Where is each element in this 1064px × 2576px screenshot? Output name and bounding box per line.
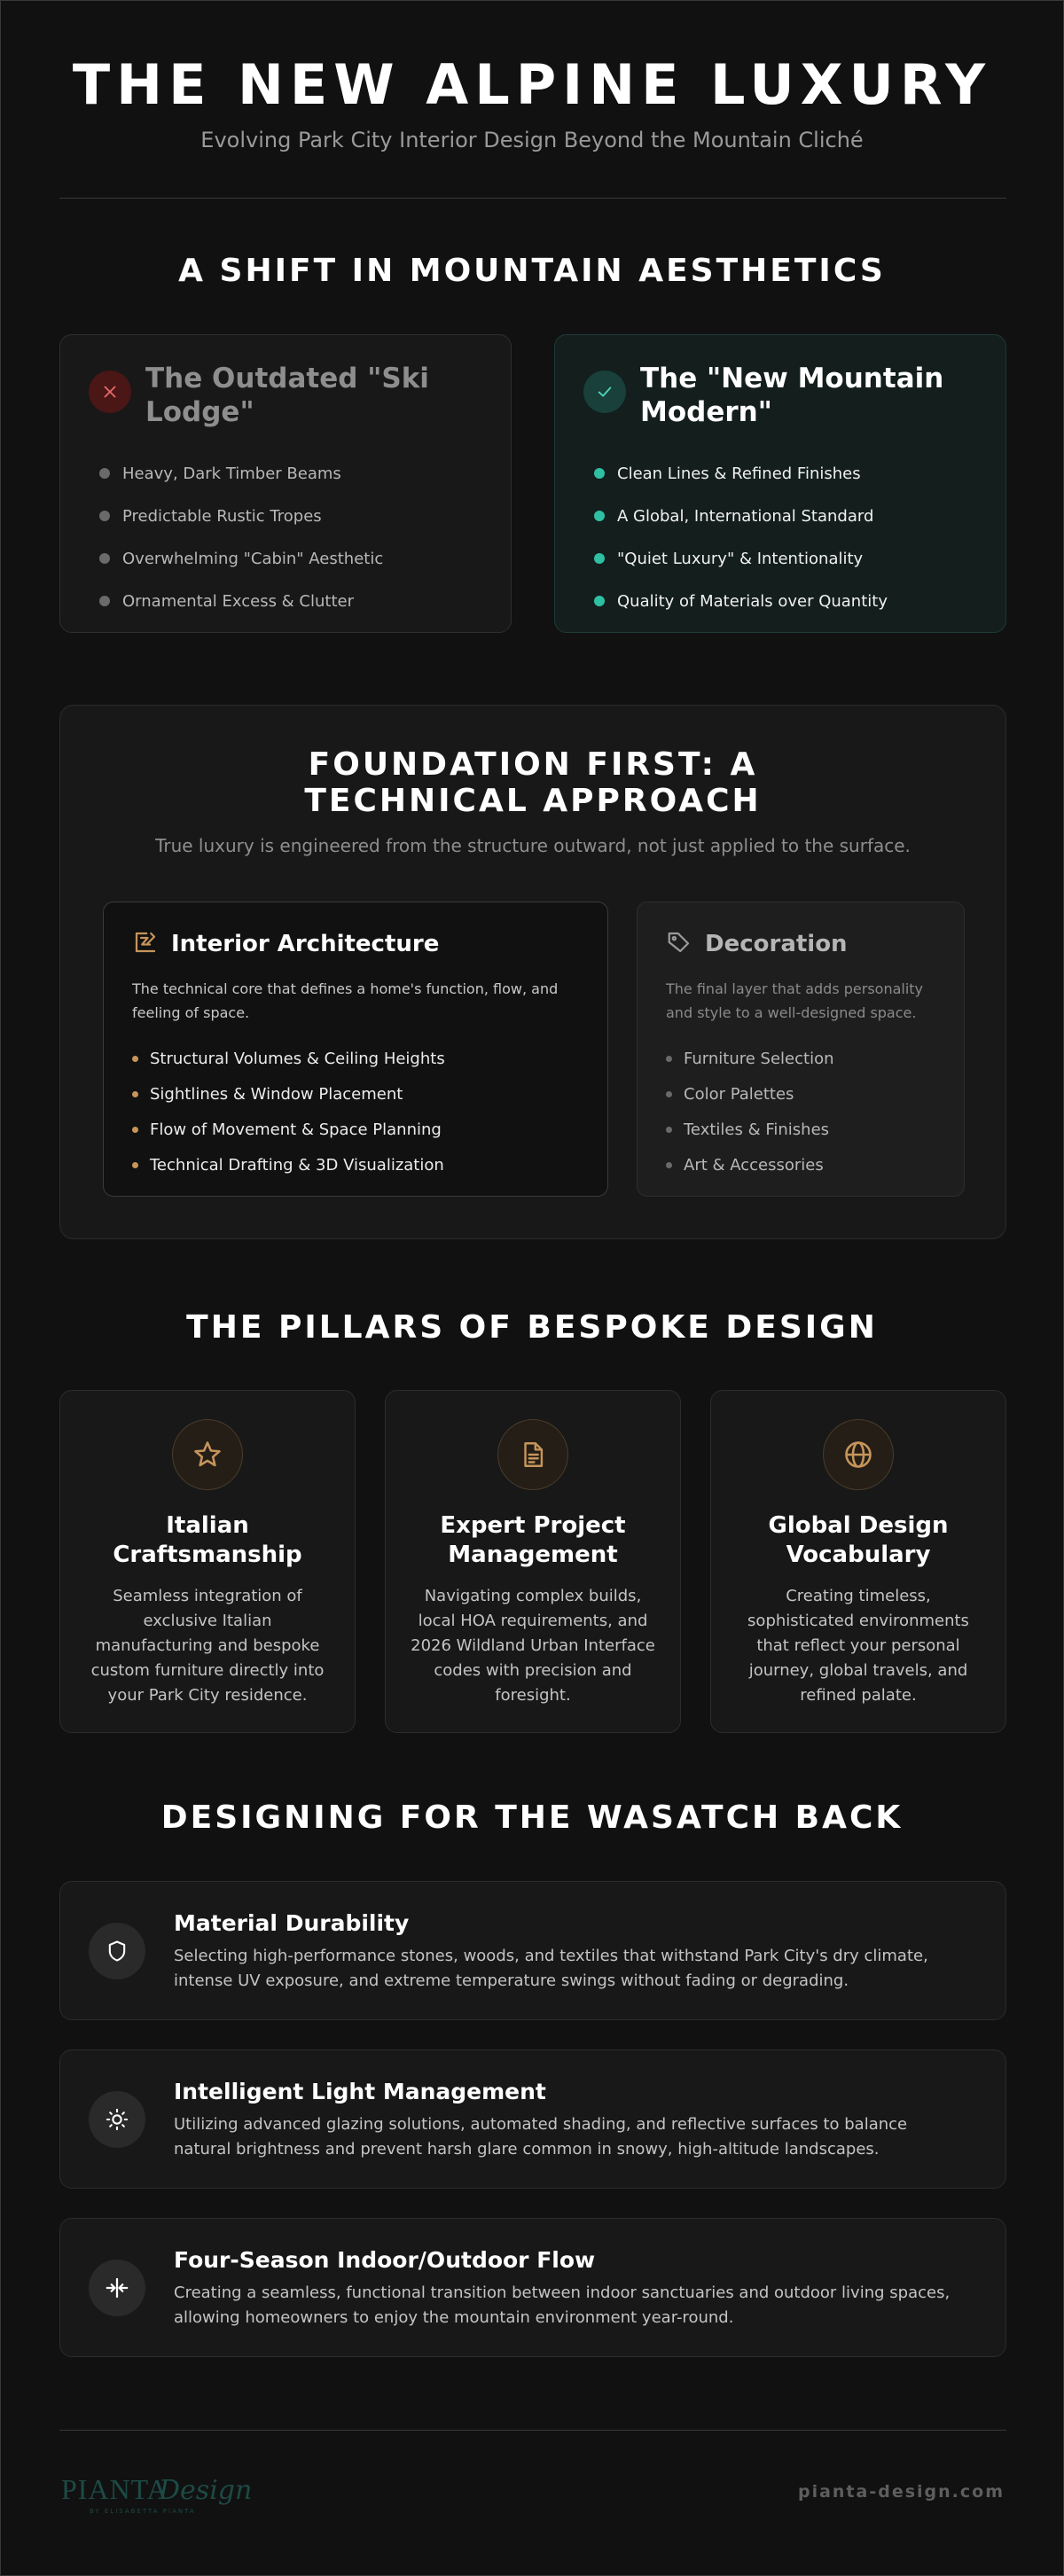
pillar-title: Italian Craftsmanship [113, 1512, 302, 1568]
old-style-title: The Outdated "Ski Lodge" [145, 363, 429, 428]
feature-description: Creating a seamless, functional transition between indoor sanctuaries and outdoor living spaces, allowing homeowners to enjoy the mountain environment year-round. [174, 2283, 951, 2327]
old-style-list [99, 452, 482, 622]
pillar-title: Expert Project Management [440, 1512, 626, 1568]
list-item: Clean Lines & Refined Finishes [594, 452, 977, 495]
header-divider [59, 198, 1006, 199]
check-icon [583, 371, 626, 413]
decoration-card [637, 902, 965, 1197]
interior-architecture-card [103, 902, 608, 1197]
list-item: Textiles & Finishes [666, 1112, 935, 1147]
pillar-description: Seamless integration of exclusive Italian manufacturing and bespoke custom furniture directly into your Park City residence. [90, 1587, 325, 1705]
pillar-card [710, 1390, 1006, 1733]
logo-main: PIANTA [61, 2473, 168, 2505]
feature-card [59, 2218, 1006, 2357]
list-item: A Global, International Standard [594, 495, 977, 537]
list-item: Color Palettes [666, 1076, 935, 1112]
star-icon [172, 1419, 243, 1490]
page-subtitle: Evolving Park City Interior Design Beyond the Mountain Cliché [200, 128, 864, 152]
feature-description: Utilizing advanced glazing solutions, automated shading, and reflective surfaces to balance natural brightness and prevent harsh glare common in snowy, high-altitude landscapes. [174, 2115, 908, 2158]
globe-icon [823, 1419, 894, 1490]
pillar-card [385, 1390, 681, 1733]
list-item: "Quiet Luxury" & Intentionality [594, 537, 977, 580]
architecture-description: The technical core that defines a home's function, flow, and feeling of space. [132, 980, 559, 1021]
foundation-title: FOUNDATION FIRST: A TECHNICAL APPROACH [304, 746, 762, 819]
architecture-list [132, 1041, 579, 1183]
list-item: Predictable Rustic Tropes [99, 495, 482, 537]
drafting-icon [132, 929, 159, 959]
feature-title: Intelligent Light Management [174, 2079, 546, 2104]
logo-script: Design [159, 2475, 253, 2506]
shield-icon [89, 1923, 145, 1979]
list-item: Sightlines & Window Placement [132, 1076, 579, 1112]
tag-icon [666, 929, 692, 959]
logo-tagline: BY ELISABETTA PIANTA [90, 2508, 196, 2515]
shift-section-title: A SHIFT IN MOUNTAIN AESTHETICS [178, 253, 886, 289]
document-icon [497, 1419, 568, 1490]
list-item: Art & Accessories [666, 1147, 935, 1183]
wasatch-section-title: DESIGNING FOR THE WASATCH BACK [160, 1799, 904, 1836]
old-style-card [59, 334, 512, 633]
decoration-title: Decoration [705, 931, 848, 957]
door-flow-icon [89, 2260, 145, 2316]
list-item: Technical Drafting & 3D Visualization [132, 1147, 579, 1183]
new-style-list [594, 452, 977, 622]
feature-card [59, 1881, 1006, 2020]
pianta-logo [59, 2465, 254, 2518]
feature-description: Selecting high-performance stones, woods, and textiles that withstand Park City's dry climate, intense UV exposure, and extreme temperature swings without fading or degrading. [174, 1947, 928, 1990]
foundation-panel [59, 705, 1006, 1239]
page-title: THE NEW ALPINE LUXURY [72, 52, 992, 117]
new-style-card [554, 334, 1006, 633]
footer-divider [59, 2430, 1006, 2431]
list-item: Quality of Materials over Quantity [594, 580, 977, 622]
pillar-card [59, 1390, 356, 1733]
list-item: Structural Volumes & Ceiling Heights [132, 1041, 579, 1076]
x-icon [89, 371, 131, 413]
foundation-subtitle: True luxury is engineered from the structure outward, not just applied to the surface. [155, 835, 911, 856]
pillar-title: Global Design Vocabulary [768, 1512, 949, 1568]
website-link[interactable]: pianta-design.com [797, 2482, 1005, 2502]
architecture-title: Interior Architecture [171, 931, 440, 957]
decoration-description: The final layer that adds personality and style to a well-designed space. [666, 980, 924, 1021]
list-item: Ornamental Excess & Clutter [99, 580, 482, 622]
feature-title: Material Durability [174, 1910, 410, 1936]
new-style-title: The "New Mountain Modern" [640, 363, 944, 428]
decoration-list [666, 1041, 935, 1183]
sun-icon [89, 2091, 145, 2148]
list-item: Heavy, Dark Timber Beams [99, 452, 482, 495]
list-item: Flow of Movement & Space Planning [132, 1112, 579, 1147]
feature-title: Four-Season Indoor/Outdoor Flow [174, 2247, 596, 2273]
pillar-description: Navigating complex builds, local HOA requirements, and 2026 Wildland Urban Interface codes with precision and foresight. [411, 1587, 655, 1705]
list-item: Furniture Selection [666, 1041, 935, 1076]
pillars-section-title: THE PILLARS OF BESPOKE DESIGN [186, 1309, 878, 1346]
list-item: Overwhelming "Cabin" Aesthetic [99, 537, 482, 580]
feature-card [59, 2049, 1006, 2189]
pillar-description: Creating timeless, sophisticated environments that reflect your personal journey, global travels, and refined palate. [747, 1587, 969, 1705]
